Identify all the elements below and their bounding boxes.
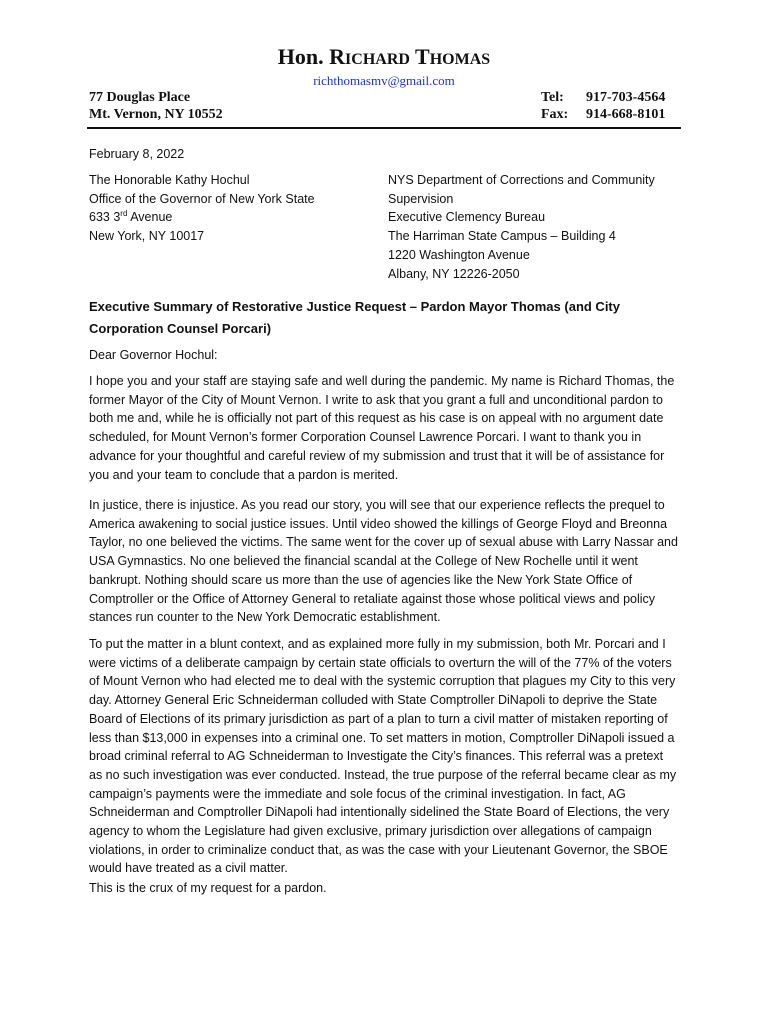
recipient-right-line-4: The Harriman State Campus – Building 4 xyxy=(388,229,616,244)
recipient-clemency-bureau xyxy=(388,171,688,283)
recipient-left-line-1: The Honorable Kathy Hochul xyxy=(89,173,250,187)
salutation: Dear Governor Hochul: xyxy=(89,348,218,362)
recipient-right-line-3: Executive Clemency Bureau xyxy=(388,210,546,225)
recipient-left-line-3: 633 3rd Avenue xyxy=(89,209,173,225)
recipient-right-line-1: NYS Department of Corrections and Community xyxy=(388,173,655,187)
address-line-1: 77 Douglas Place xyxy=(89,90,191,105)
recipient-right-line-2: Supervision xyxy=(388,191,454,206)
recipient-left-line-2: Office of the Governor of New York State xyxy=(89,191,315,206)
fax-label: Fax: xyxy=(541,107,569,122)
letter-date: February 8, 2022 xyxy=(89,147,185,161)
paragraph-3: To put the matter in a blunt context, and as explained more fully in my submission, both Mr. Porcari and I were victims of a deliberate campaign by certain state officials to overturn the will of the 77% of the voters of Mount Vernon who had elected me to deal with the systemic corruption that plagues my City to this very day. Attorney General Eric Schneiderman colluded with State Comptroller DiNapoli to deprive the State Board of Elections of its primary jurisdiction as part of a plan to turn a civil matter of mistaken reporting of less than $13,000 in expenses into a criminal one. To set matters in motion, Comptroller DiNapoli issued a broad criminal referral to AG Schneiderman to Investigate the City’s finances. This referral was a pretext as no such investigation was ever conducted. Instead, the true purpose of the referral became clear as my campaign’s payments were the immediate and sole focus of the criminal investigation. In fact, AG Schneiderman and Comptroller DiNapoli had intentionally sidelined the State Board of Elections, the very agency to whom the Legislature had given exclusive, primary jurisdiction over allegations of campaign violations, in order to criminalize conduct that, as was the case with your Lieutenant Governor, the SBOE would have treated as a civil matter. xyxy=(89,637,677,876)
paragraph-4: This is the crux of my request for a pardon. xyxy=(89,881,327,895)
recipient-governor xyxy=(89,171,379,246)
letterhead-email[interactable]: richthomasmv@gmail.com xyxy=(313,73,455,88)
tel-value: 917-703-4564 xyxy=(586,90,666,105)
recipient-right-line-6: Albany, NY 12226-2050 xyxy=(388,266,520,281)
recipient-right-line-5: 1220 Washington Avenue xyxy=(388,247,530,262)
paragraph-1: I hope you and your staff are staying safe and well during the pandemic. My name is Richard Thomas, the former Mayor of the City of Mount Vernon. I write to ask that you grant a full and unconditional pardon to both me and, while he is officially not part of this request as his case is on appeal with no argument date scheduled, for Mount Vernon’s former Corporation Counsel Lawrence Porcari. I want to thank you in advance for your thoughtful and careful review of my submission and trust that it will be of assistance for you and your team to conclude that a pardon is merited. xyxy=(89,374,675,482)
letter-subject: Executive Summary of Restorative Justice Request – Pardon Mayor Thomas (and City Corporation Counsel Porcari) xyxy=(89,299,620,336)
tel-label: Tel: xyxy=(541,90,564,105)
letterhead-divider xyxy=(87,127,681,129)
letterhead-name: Hon. RICHARD THOMAS xyxy=(277,44,491,69)
paragraph-2: In justice, there is injustice. As you read our story, you will see that our experience reflects the prequel to America awakening to social justice issues. Until video showed the killings of George Floyd and Breonna Taylor, no one believed the victims. The same went for the cover up of sexual abuse with Larry Nassar and USA Gymnastics. No one believed the financial scandal at the College of New Rochelle until it went bankrupt. Nothing should scare us more than the use of agencies like the New York State Office of Comptroller or the Office of Attorney General to retaliate against those whose political views and policy stances run counter to the New York Democratic establishment. xyxy=(89,498,678,625)
address-line-2: Mt. Vernon, NY 10552 xyxy=(89,107,223,122)
recipient-left-line-4: New York, NY 10017 xyxy=(89,229,205,244)
fax-value: 914-668-8101 xyxy=(586,107,666,122)
